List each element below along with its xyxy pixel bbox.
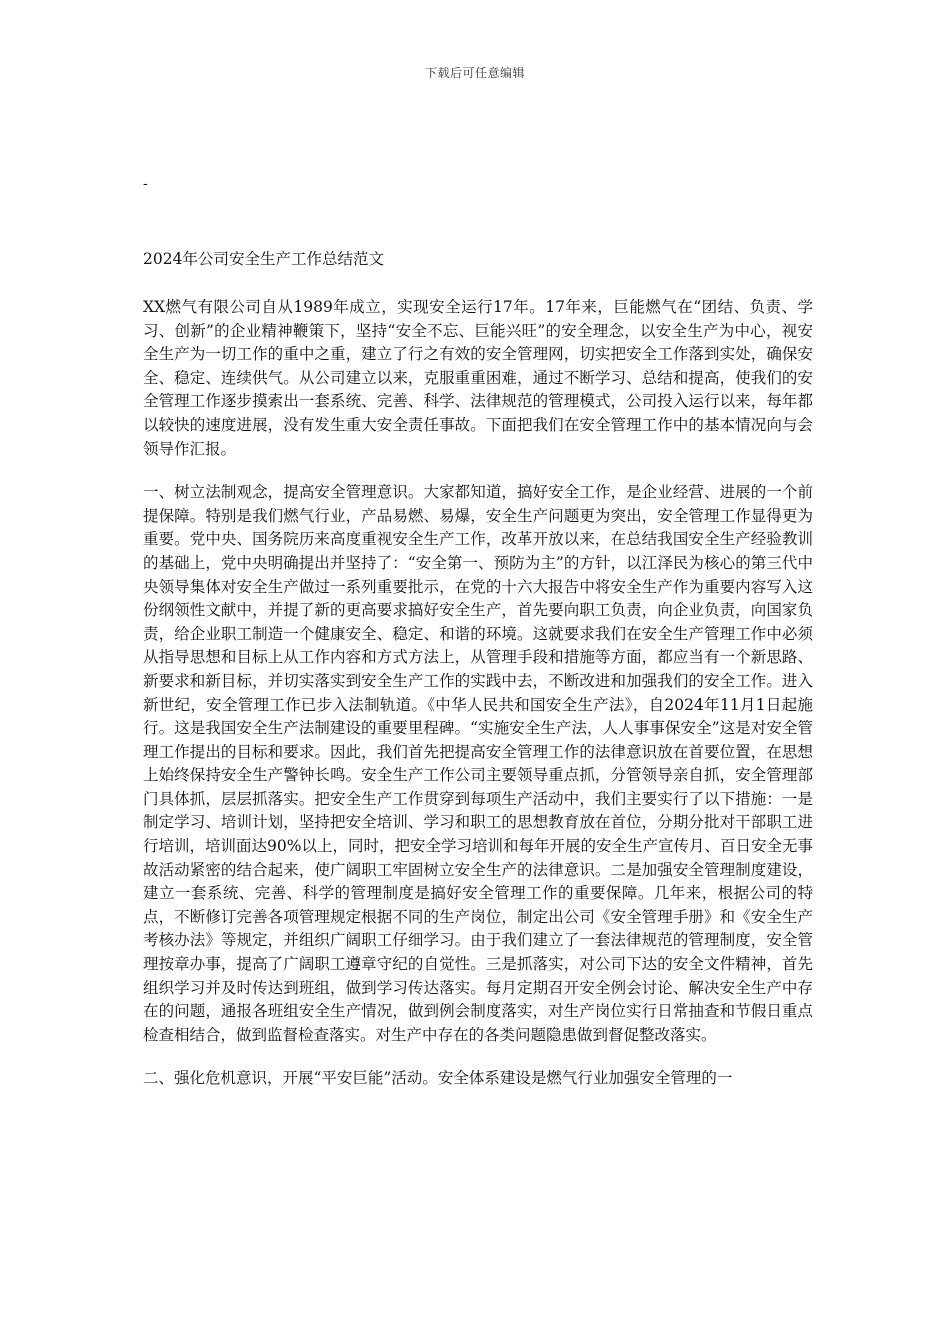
paragraph-intro: XX燃气有限公司自从1989年成立，实现安全运行17年。17年来，巨能燃气在“团结、负责、学习、创新”的企业精神鞭策下，坚持“安全不忘、巨能兴旺”的安全理念，以安全生产为中心，视安全生产为一切工作的重中之重，建立了行之有效的安全管理网，切实把安全工作落到实处，确保安全、稳定、连续供气。从公司建立以来，克服重重困难，通过不断学习、总结和提高，使我们的安全管理工作逐步摸索出一套系统、完善、科学、法律规范的管理模式，公司投入运行以来，每年都以较快的速度进展，没有发生重大安全责任事故。下面把我们在安全管理工作中的基本情况向与会领导作汇报。 bbox=[143, 298, 813, 458]
document-body bbox=[143, 296, 813, 1111]
page-header-note: 下载后可任意编辑 bbox=[424, 66, 525, 80]
separator-dash: - bbox=[143, 176, 148, 192]
paragraph-section-one: 一、树立法制观念，提高安全管理意识。大家都知道，搞好安全工作，是企业经营、进展的一个前提保障。特别是我们燃气行业，产品易燃、易爆，安全生产问题更为突出，安全管理工作显得更为重要。党中央、国务院历来高度重视安全生产工作，改革开放以来，在总结我国安全生产经验教训的基础上，党中央明确提出并坚持了：“安全第一、预防为主”的方针，以江泽民为核心的第三代中央领导集体对安全生产做过一系列重要批示，在党的十六大报告中将安全生产作为重要内容写入这份纲领性文献中，并提了新的更高要求搞好安全生产，首先要向职工负责，向企业负责，向国家负责，给企业职工制造一个健康安全、稳定、和谐的环境。这就要求我们在安全生产管理工作中必须从指导思想和目标上从工作内容和方式方法上，从管理手段和措施等方面，都应当有一个新思路、新要求和新目标，并切实落实到安全生产工作的实践中去，不断改进和加强我们的安全工作。进入新世纪，安全管理工作已步入法制轨道。《中华人民共和国安全生产法》，自2024年11月1日起施行。这是我国安全生产法制建设的重要里程碑。“实施安全生产法，人人事事保安全”这是对安全管理工作提出的目标和要求。因此，我们首先把提高安全管理工作的法律意识放在首要位置，在思想上始终保持安全生产警钟长鸣。安全生产工作公司主要领导重点抓，分管领导亲自抓，安全管理部门具体抓，层层抓落实。把安全生产工作贯穿到每项生产活动中，我们主要实行了以下措施：一是制定学习、培训计划，坚持把安全培训、学习和职工的思想教育放在首位，分期分批对干部职工进行培训，培训面达90%以上，同时，把安全学习培训和每年开展的安全生产宣传月、百日安全无事故活动紧密的结合起来，使广阔职工牢固树立安全生产的法律意识。二是加强安全管理制度建设，建立一套系统、完善、科学的管理制度是搞好安全管理工作的重要保障。几年来，根据公司的特点，不断修订完善各项管理规定根据不同的生产岗位，制定出公司《安全管理手册》和《安全生产考核办法》等规定，并组织广阔职工仔细学习。由于我们建立了一套法律规范的管理制度，安全管理按章办事，提高了广阔职工遵章守纪的自觉性。三是抓落实，对公司下达的安全文件精神，首先组织学习并及时传达到班组，做到学习传达落实。每月定期召开安全例会讨论、解决安全生产中存在的问题，通报各班组安全生产情况，做到例会制度落实，对生产岗位实行日常抽查和节假日重点检查相结合，做到监督检查落实。对生产中存在的各类问题隐患做到督促整改落实。 bbox=[143, 483, 813, 1044]
paragraph-section-two: 二、强化危机意识，开展“平安巨能”活动。安全体系建设是燃气行业加强安全管理的一 bbox=[143, 1069, 733, 1088]
document-title: 2024年公司安全生产工作总结范文 bbox=[143, 250, 384, 268]
